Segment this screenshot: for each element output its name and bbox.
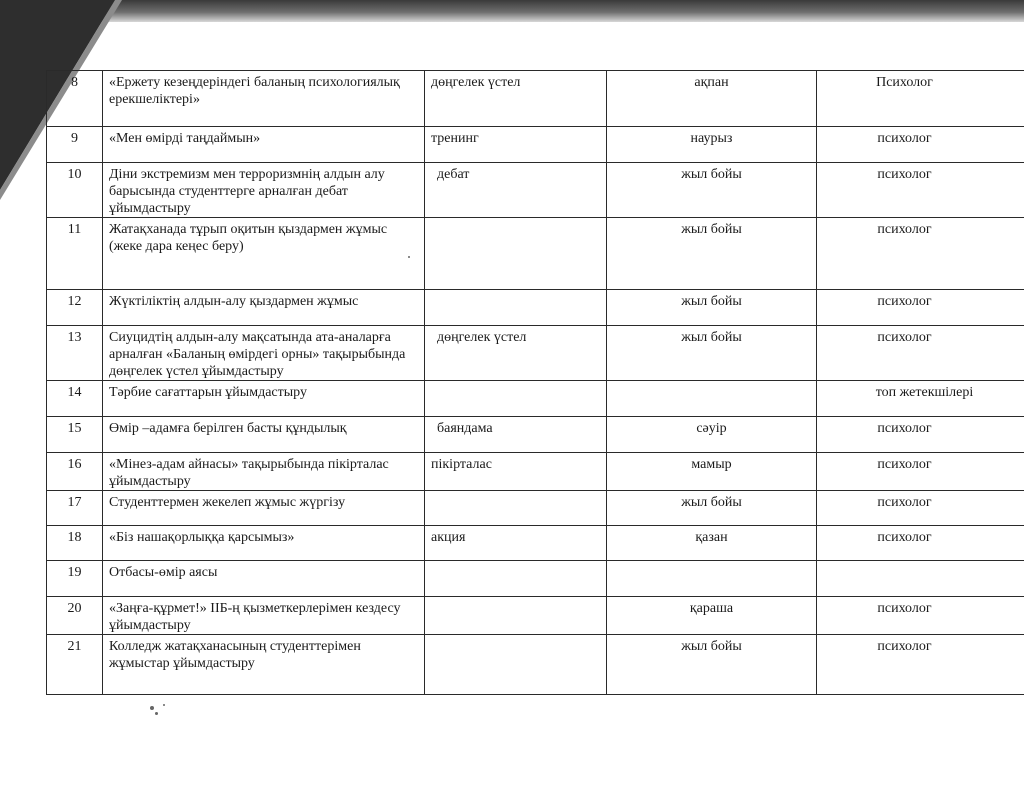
scan-speck bbox=[408, 256, 410, 258]
row-number: 15 bbox=[47, 417, 103, 453]
row-number: 16 bbox=[47, 453, 103, 491]
scan-speck bbox=[155, 712, 158, 715]
responsible-cell: топ жетекшілері bbox=[817, 381, 1024, 417]
table-row bbox=[47, 326, 1024, 381]
table-row bbox=[47, 561, 1024, 597]
row-number: 9 bbox=[47, 127, 103, 163]
responsible-cell: психолог bbox=[817, 290, 1024, 326]
responsible-cell: Психолог bbox=[817, 71, 1024, 127]
row-number: 10 bbox=[47, 163, 103, 218]
form-cell: пікірталас bbox=[425, 453, 607, 491]
scan-edge-top bbox=[0, 0, 1024, 22]
responsible-cell: психолог bbox=[817, 326, 1024, 381]
row-number: 8 bbox=[47, 71, 103, 127]
responsible-cell: психолог bbox=[817, 163, 1024, 218]
row-number: 20 bbox=[47, 597, 103, 635]
time-cell: мамыр bbox=[607, 453, 817, 491]
form-cell: тренинг bbox=[425, 127, 607, 163]
plan-table-wrapper bbox=[46, 70, 1024, 695]
time-cell: қазан bbox=[607, 526, 817, 561]
responsible-cell: психолог bbox=[817, 526, 1024, 561]
table-row bbox=[47, 381, 1024, 417]
responsible-cell: психолог bbox=[817, 218, 1024, 290]
responsible-cell: психолог bbox=[817, 127, 1024, 163]
row-number: 18 bbox=[47, 526, 103, 561]
responsible-cell: психолог bbox=[817, 635, 1024, 695]
scan-speck bbox=[150, 706, 154, 710]
table-row bbox=[47, 597, 1024, 635]
form-cell bbox=[425, 561, 607, 597]
table-row bbox=[47, 127, 1024, 163]
responsible-cell: психолог bbox=[817, 597, 1024, 635]
time-cell: қараша bbox=[607, 597, 817, 635]
form-cell bbox=[425, 635, 607, 695]
scan-speck bbox=[163, 704, 165, 706]
event-cell: Сиуцидтің алдын-алу мақсатында ата-аналарға арналған «Баланың өмірдегі орны» тақырыбында дөңгелек үстел ұйымдастыру bbox=[103, 326, 425, 381]
table-row bbox=[47, 491, 1024, 526]
event-cell: Студенттермен жекелеп жұмыс жүргізу bbox=[103, 491, 425, 526]
event-cell: «Мен өмірді таңдаймын» bbox=[103, 127, 425, 163]
form-cell bbox=[425, 491, 607, 526]
event-cell: «Біз нашақорлыққа қарсымыз» bbox=[103, 526, 425, 561]
time-cell: наурыз bbox=[607, 127, 817, 163]
responsible-cell bbox=[817, 561, 1024, 597]
table-row bbox=[47, 290, 1024, 326]
responsible-cell: психолог bbox=[817, 491, 1024, 526]
event-cell: Діни экстремизм мен терроризмнің алдын алу барысында студенттерге арналған дебат ұйымдастыру bbox=[103, 163, 425, 218]
form-cell bbox=[425, 218, 607, 290]
event-cell: Өмір –адамға берілген басты құндылық bbox=[103, 417, 425, 453]
time-cell: жыл бойы bbox=[607, 635, 817, 695]
event-cell: Колледж жатақханасының студенттерімен жұмыстар ұйымдастыру bbox=[103, 635, 425, 695]
row-number: 19 bbox=[47, 561, 103, 597]
event-cell: Жүктіліктің алдын-алу қыздармен жұмыс bbox=[103, 290, 425, 326]
time-cell: сәуір bbox=[607, 417, 817, 453]
event-cell: Тәрбие сағаттарын ұйымдастыру bbox=[103, 381, 425, 417]
time-cell bbox=[607, 561, 817, 597]
table-row bbox=[47, 635, 1024, 695]
time-cell: жыл бойы bbox=[607, 326, 817, 381]
table-row bbox=[47, 71, 1024, 127]
event-cell: «Мінез-адам айнасы» тақырыбында пікірталас ұйымдастыру bbox=[103, 453, 425, 491]
table-row bbox=[47, 218, 1024, 290]
time-cell: жыл бойы bbox=[607, 290, 817, 326]
form-cell: акция bbox=[425, 526, 607, 561]
time-cell: жыл бойы bbox=[607, 491, 817, 526]
event-cell: Отбасы-өмір аясы bbox=[103, 561, 425, 597]
table-row bbox=[47, 417, 1024, 453]
form-cell: дебат bbox=[425, 163, 607, 218]
event-cell: Жатақханада тұрып оқитын қыздармен жұмыс (жеке дара кеңес беру) bbox=[103, 218, 425, 290]
row-number: 17 bbox=[47, 491, 103, 526]
responsible-cell: психолог bbox=[817, 453, 1024, 491]
time-cell bbox=[607, 381, 817, 417]
time-cell: жыл бойы bbox=[607, 218, 817, 290]
table-row bbox=[47, 453, 1024, 491]
row-number: 11 bbox=[47, 218, 103, 290]
table-row bbox=[47, 163, 1024, 218]
table-row bbox=[47, 526, 1024, 561]
responsible-cell: психолог bbox=[817, 417, 1024, 453]
time-cell: жыл бойы bbox=[607, 163, 817, 218]
row-number: 12 bbox=[47, 290, 103, 326]
row-number: 21 bbox=[47, 635, 103, 695]
form-cell bbox=[425, 290, 607, 326]
form-cell: баяндама bbox=[425, 417, 607, 453]
form-cell: дөңгелек үстел bbox=[425, 326, 607, 381]
time-cell: ақпан bbox=[607, 71, 817, 127]
event-cell: «Ержету кезеңдеріндегі баланың психологиялық ерекшеліктері» bbox=[103, 71, 425, 127]
plan-table bbox=[46, 70, 1024, 695]
row-number: 13 bbox=[47, 326, 103, 381]
form-cell: дөңгелек үстел bbox=[425, 71, 607, 127]
row-number: 14 bbox=[47, 381, 103, 417]
event-cell: «Заңға-құрмет!» ІІБ-ң қызметкерлерімен кездесу ұйымдастыру bbox=[103, 597, 425, 635]
form-cell bbox=[425, 381, 607, 417]
form-cell bbox=[425, 597, 607, 635]
